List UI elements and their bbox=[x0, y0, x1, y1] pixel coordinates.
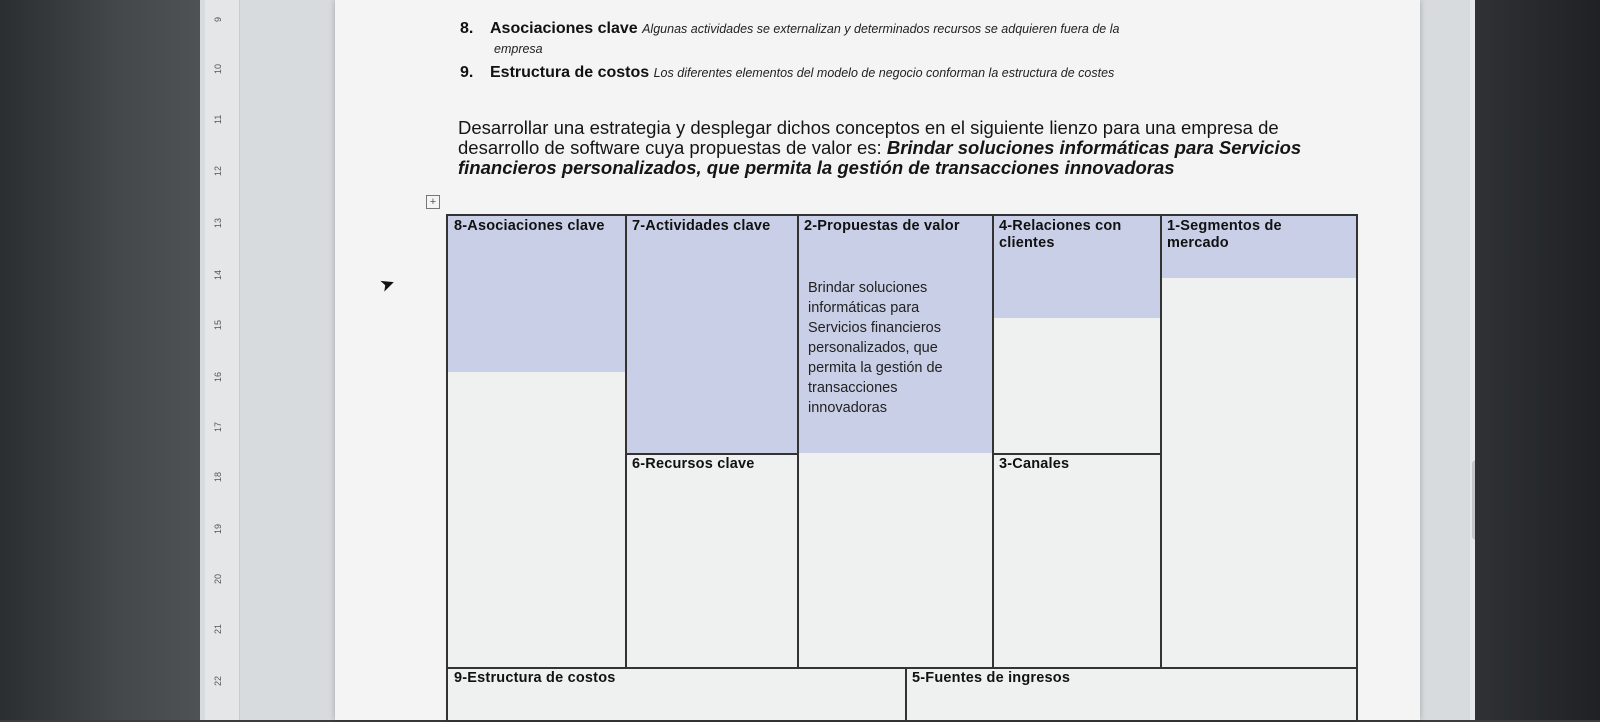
label-channels: 3-Canales bbox=[999, 456, 1070, 472]
cell-customer-segments[interactable] bbox=[1160, 215, 1357, 669]
cell-key-resources[interactable] bbox=[625, 453, 799, 669]
mouse-cursor-icon: ➤ bbox=[376, 272, 398, 297]
label-customer-relationships: 4-Relaciones con clientes bbox=[999, 218, 1122, 251]
ruler-tick: 10 bbox=[213, 63, 223, 74]
ruler-tick: 9 bbox=[213, 16, 223, 22]
ruler-tick: 21 bbox=[213, 623, 223, 634]
label-customer-segments: 1-Segmentos de mercado bbox=[1167, 218, 1282, 251]
vertical-ruler[interactable] bbox=[205, 0, 240, 720]
list-title: Asociaciones clave bbox=[490, 20, 638, 37]
label-key-activities: 7-Actividades clave bbox=[632, 218, 771, 234]
label-cost-structure: 9-Estructura de costos bbox=[454, 670, 616, 686]
ruler-tick: 11 bbox=[213, 114, 223, 124]
paragraph-text: Desarrollar una estrategia y desplegar dichos conceptos en el siguiente lienzo para una empresa de desarrollo de software cuya propuestas de valor es: bbox=[458, 117, 1279, 158]
ruler-tick: 13 bbox=[213, 217, 223, 228]
business-model-canvas[interactable] bbox=[446, 214, 1358, 722]
monitor-bezel-left bbox=[0, 0, 200, 720]
list-number: 8. bbox=[460, 20, 474, 37]
ruler-tick: 14 bbox=[213, 269, 223, 280]
ruler-tick: 18 bbox=[213, 471, 223, 482]
ruler-tick: 17 bbox=[213, 421, 223, 432]
ruler-tick: 16 bbox=[213, 371, 223, 382]
paragraph-emphasis: Brindar soluciones informáticas para Servicios financieros personalizados, que permita la gestión de transacciones innovadoras bbox=[458, 137, 1302, 178]
cell-value-proposition[interactable] bbox=[797, 215, 994, 669]
ruler-tick: 19 bbox=[213, 523, 223, 534]
label-revenue-streams: 5-Fuentes de ingresos bbox=[912, 670, 1071, 686]
ruler-tick: 20 bbox=[213, 573, 223, 584]
list-description: Los diferentes elementos del modelo de negocio conforman la estructura de costes bbox=[653, 66, 1115, 80]
cell-cost-structure[interactable] bbox=[447, 667, 907, 721]
cell-key-activities[interactable] bbox=[625, 215, 799, 455]
ruler-tick: 22 bbox=[213, 675, 223, 686]
list-number: 9. bbox=[460, 64, 474, 81]
table-move-handle[interactable]: + bbox=[426, 195, 440, 209]
ruler-tick: 15 bbox=[213, 319, 223, 330]
label-value-proposition: 2-Propuestas de valor bbox=[804, 218, 960, 234]
list-continuation: empresa bbox=[494, 42, 543, 56]
list-description: Algunas actividades se externalizan y determinados recursos se adquieren fuera de la bbox=[642, 22, 1120, 36]
list-item-9 bbox=[460, 64, 1114, 82]
label-key-partners: 8-Asociaciones clave bbox=[454, 218, 605, 234]
ruler-tick: 12 bbox=[213, 165, 223, 176]
label-key-resources: 6-Recursos clave bbox=[632, 456, 755, 472]
instruction-paragraph bbox=[458, 118, 1318, 178]
cell-channels[interactable] bbox=[992, 453, 1162, 669]
cell-customer-relationships[interactable] bbox=[992, 215, 1162, 455]
value-proposition-text: Brindar soluciones informáticas para Servicios financieros personalizados, que permita la gestión de transacciones innovadoras bbox=[808, 280, 943, 416]
monitor-bezel-right bbox=[1475, 0, 1600, 720]
list-item-8 bbox=[460, 20, 1119, 38]
list-title: Estructura de costos bbox=[490, 64, 650, 81]
cell-key-partners[interactable] bbox=[447, 215, 627, 669]
cell-revenue-streams[interactable] bbox=[905, 667, 1357, 721]
